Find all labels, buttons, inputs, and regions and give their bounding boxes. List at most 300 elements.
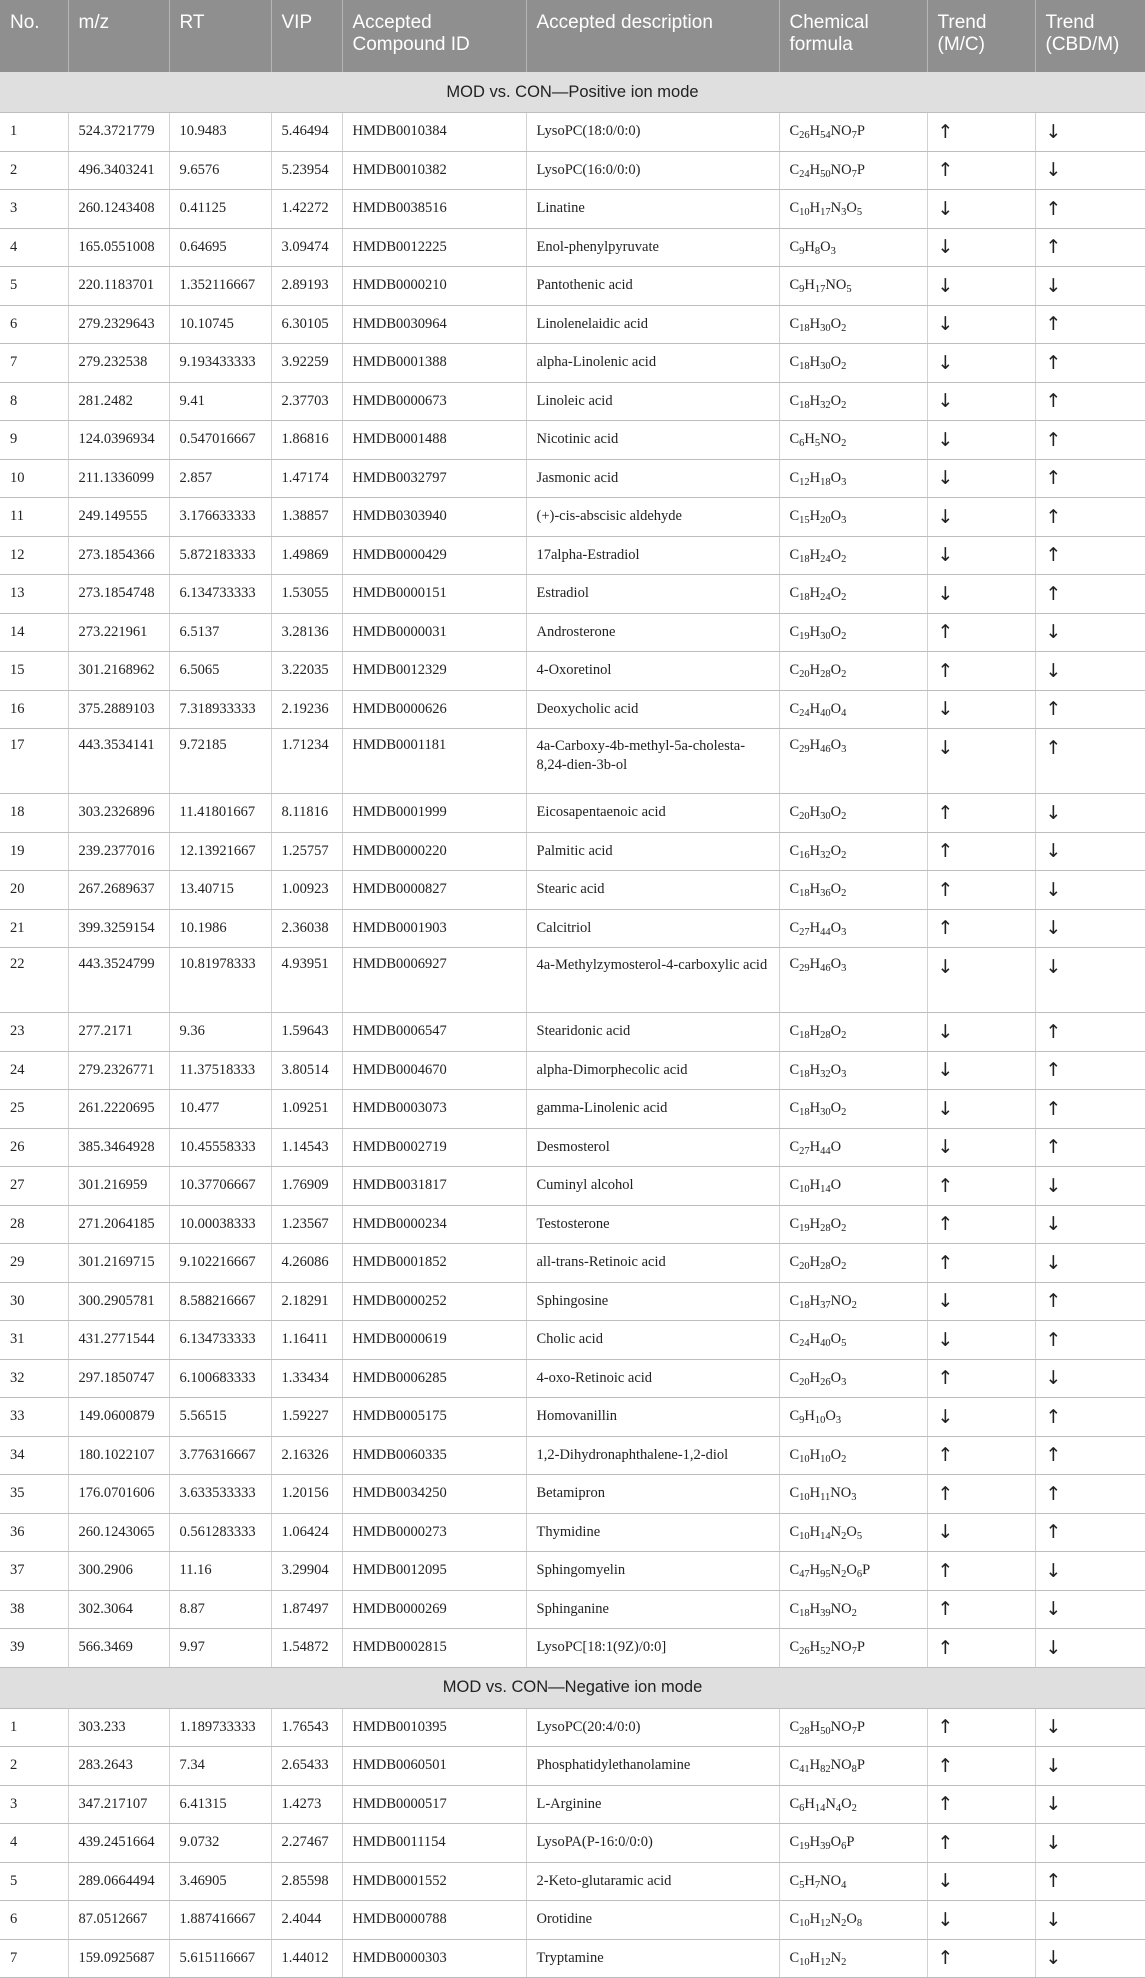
- cell-description: all-trans-Retinoic acid: [526, 1244, 779, 1283]
- cell-description: Tryptamine: [526, 1939, 779, 1978]
- table-row: [0, 1708, 1145, 1747]
- section-title: MOD vs. CON—Negative ion mode: [0, 1667, 1145, 1708]
- cell-mz: 176.0701606: [68, 1475, 169, 1514]
- cell-formula: $C_{18}H_{32}O_2$: [779, 382, 927, 421]
- cell-compound-id: HMDB0000827: [342, 871, 526, 910]
- cell-mz: 439.2451664: [68, 1824, 169, 1863]
- cell-trend-cbd: ↑: [1035, 690, 1145, 729]
- cell-rt: 9.36: [169, 1013, 271, 1052]
- cell-trend-mc: ↑: [927, 113, 1035, 152]
- cell-formula: $C_{10}H_{17}N_3O_5$: [779, 190, 927, 229]
- cell-mz: 375.2889103: [68, 690, 169, 729]
- cell-description: 4-Oxoretinol: [526, 652, 779, 691]
- cell-rt: 10.10745: [169, 305, 271, 344]
- table-row: [0, 536, 1145, 575]
- cell-formula: $C_{10}H_{14}O$: [779, 1167, 927, 1206]
- cell-no: 5: [0, 267, 68, 306]
- table-row: [0, 1785, 1145, 1824]
- cell-trend-mc: ↓: [927, 267, 1035, 306]
- header-rt: RT: [169, 0, 271, 72]
- cell-rt: 12.13921667: [169, 832, 271, 871]
- cell-vip: 2.89193: [271, 267, 342, 306]
- cell-trend-cbd: ↓: [1035, 794, 1145, 833]
- cell-formula: $C_{18}H_{30}O_2$: [779, 305, 927, 344]
- cell-description: 4a-Methylzymosterol-4-carboxylic acid: [526, 948, 779, 1013]
- cell-compound-id: HMDB0012095: [342, 1552, 526, 1591]
- cell-mz: 277.2171: [68, 1013, 169, 1052]
- cell-mz: 149.0600879: [68, 1398, 169, 1437]
- cell-trend-mc: ↑: [927, 151, 1035, 190]
- cell-trend-mc: ↑: [927, 1785, 1035, 1824]
- cell-trend-cbd: ↑: [1035, 421, 1145, 460]
- cell-no: 6: [0, 305, 68, 344]
- cell-trend-cbd: ↓: [1035, 1824, 1145, 1863]
- cell-rt: 1.189733333: [169, 1708, 271, 1747]
- cell-vip: 1.59227: [271, 1398, 342, 1437]
- cell-compound-id: HMDB0001181: [342, 729, 526, 794]
- cell-compound-id: HMDB0011154: [342, 1824, 526, 1863]
- table-row: [0, 1939, 1145, 1978]
- cell-vip: 1.06424: [271, 1513, 342, 1552]
- cell-vip: 3.92259: [271, 344, 342, 383]
- cell-vip: 3.29904: [271, 1552, 342, 1591]
- header-vip: VIP: [271, 0, 342, 72]
- cell-mz: 279.232538: [68, 344, 169, 383]
- header-trend-cbd: Trend (CBD/M): [1035, 0, 1145, 72]
- cell-formula: $C_{20}H_{28}O_2$: [779, 652, 927, 691]
- cell-compound-id: HMDB0000220: [342, 832, 526, 871]
- cell-description: Androsterone: [526, 613, 779, 652]
- cell-no: 19: [0, 832, 68, 871]
- section-title: MOD vs. CON—Positive ion mode: [0, 72, 1145, 113]
- cell-compound-id: HMDB0060501: [342, 1747, 526, 1786]
- cell-trend-cbd: ↓: [1035, 832, 1145, 871]
- cell-formula: $C_{10}H_{11}NO_3$: [779, 1475, 927, 1514]
- table-row: [0, 1398, 1145, 1437]
- cell-mz: 443.3524799: [68, 948, 169, 1013]
- table-row: [0, 1552, 1145, 1591]
- cell-description: Deoxycholic acid: [526, 690, 779, 729]
- cell-rt: 3.46905: [169, 1862, 271, 1901]
- cell-formula: $C_{27}H_{44}O_3$: [779, 909, 927, 948]
- cell-compound-id: HMDB0000269: [342, 1590, 526, 1629]
- cell-trend-cbd: ↑: [1035, 228, 1145, 267]
- cell-formula: $C_{18}H_{37}NO_2$: [779, 1282, 927, 1321]
- cell-mz: 211.1336099: [68, 459, 169, 498]
- cell-mz: 273.1854366: [68, 536, 169, 575]
- cell-compound-id: HMDB0038516: [342, 190, 526, 229]
- cell-no: 3: [0, 1785, 68, 1824]
- cell-vip: 2.18291: [271, 1282, 342, 1321]
- cell-mz: 443.3534141: [68, 729, 169, 794]
- cell-vip: 1.76543: [271, 1708, 342, 1747]
- cell-no: 36: [0, 1513, 68, 1552]
- cell-rt: 3.776316667: [169, 1436, 271, 1475]
- cell-compound-id: HMDB0002815: [342, 1629, 526, 1668]
- table-row: [0, 613, 1145, 652]
- cell-rt: 6.100683333: [169, 1359, 271, 1398]
- cell-description: LysoPC[18:1(9Z)/0:0]: [526, 1629, 779, 1668]
- cell-vip: 5.46494: [271, 113, 342, 152]
- cell-trend-mc: ↓: [927, 1901, 1035, 1940]
- cell-vip: 1.71234: [271, 729, 342, 794]
- cell-compound-id: HMDB0001388: [342, 344, 526, 383]
- cell-trend-cbd: ↓: [1035, 652, 1145, 691]
- cell-formula: $C_9H_{17}NO_5$: [779, 267, 927, 306]
- cell-compound-id: HMDB0001488: [342, 421, 526, 460]
- cell-trend-mc: ↓: [927, 1282, 1035, 1321]
- cell-vip: 2.27467: [271, 1824, 342, 1863]
- table-row: [0, 1590, 1145, 1629]
- cell-description: 1,2-Dihydronaphthalene-1,2-diol: [526, 1436, 779, 1475]
- cell-formula: $C_{19}H_{30}O_2$: [779, 613, 927, 652]
- cell-compound-id: HMDB0006927: [342, 948, 526, 1013]
- cell-trend-cbd: ↓: [1035, 1939, 1145, 1978]
- cell-trend-mc: ↓: [927, 498, 1035, 537]
- cell-description: Nicotinic acid: [526, 421, 779, 460]
- cell-compound-id: HMDB0000210: [342, 267, 526, 306]
- cell-formula: $C_{29}H_{46}O_3$: [779, 948, 927, 1013]
- cell-trend-cbd: ↓: [1035, 1708, 1145, 1747]
- cell-description: Homovanillin: [526, 1398, 779, 1437]
- cell-trend-cbd: ↑: [1035, 382, 1145, 421]
- cell-trend-mc: ↑: [927, 652, 1035, 691]
- cell-vip: 2.65433: [271, 1747, 342, 1786]
- cell-trend-mc: ↓: [927, 575, 1035, 614]
- cell-mz: 300.2906: [68, 1552, 169, 1591]
- cell-trend-mc: ↑: [927, 1205, 1035, 1244]
- cell-trend-cbd: ↓: [1035, 113, 1145, 152]
- table-row: [0, 113, 1145, 152]
- cell-rt: 9.193433333: [169, 344, 271, 383]
- cell-description: LysoPC(20:4/0:0): [526, 1708, 779, 1747]
- cell-formula: $C_{20}H_{30}O_2$: [779, 794, 927, 833]
- cell-trend-cbd: ↑: [1035, 1475, 1145, 1514]
- table-row: [0, 1013, 1145, 1052]
- cell-trend-mc: ↓: [927, 1398, 1035, 1437]
- cell-no: 5: [0, 1862, 68, 1901]
- cell-no: 22: [0, 948, 68, 1013]
- cell-compound-id: HMDB0000619: [342, 1321, 526, 1360]
- cell-no: 20: [0, 871, 68, 910]
- table-row: [0, 948, 1145, 1013]
- cell-mz: 261.2220695: [68, 1090, 169, 1129]
- table-row: [0, 1747, 1145, 1786]
- cell-formula: $C_{20}H_{28}O_2$: [779, 1244, 927, 1283]
- cell-formula: $C_{15}H_{20}O_3$: [779, 498, 927, 537]
- cell-compound-id: HMDB0000626: [342, 690, 526, 729]
- cell-trend-cbd: ↓: [1035, 1590, 1145, 1629]
- cell-compound-id: HMDB0001999: [342, 794, 526, 833]
- cell-trend-cbd: ↓: [1035, 948, 1145, 1013]
- cell-compound-id: HMDB0010395: [342, 1708, 526, 1747]
- cell-formula: $C_9H_8O_3$: [779, 228, 927, 267]
- cell-formula: $C_{18}H_{32}O_3$: [779, 1051, 927, 1090]
- header-description: Accepted description: [526, 0, 779, 72]
- cell-no: 2: [0, 1747, 68, 1786]
- cell-description: alpha-Linolenic acid: [526, 344, 779, 383]
- cell-trend-cbd: ↓: [1035, 267, 1145, 306]
- cell-no: 34: [0, 1436, 68, 1475]
- table-row: [0, 1513, 1145, 1552]
- cell-compound-id: HMDB0010384: [342, 113, 526, 152]
- cell-formula: $C_{18}H_{24}O_2$: [779, 536, 927, 575]
- cell-compound-id: HMDB0005175: [342, 1398, 526, 1437]
- cell-description: Stearic acid: [526, 871, 779, 910]
- cell-description: alpha-Dimorphecolic acid: [526, 1051, 779, 1090]
- cell-trend-cbd: ↑: [1035, 1090, 1145, 1129]
- cell-mz: 431.2771544: [68, 1321, 169, 1360]
- cell-formula: $C_{16}H_{32}O_2$: [779, 832, 927, 871]
- cell-trend-mc: ↑: [927, 1359, 1035, 1398]
- cell-formula: $C_{18}H_{30}O_2$: [779, 1090, 927, 1129]
- table-row: [0, 871, 1145, 910]
- cell-description: Cholic acid: [526, 1321, 779, 1360]
- cell-compound-id: HMDB0004670: [342, 1051, 526, 1090]
- cell-trend-mc: ↑: [927, 1590, 1035, 1629]
- cell-description: Linolenelaidic acid: [526, 305, 779, 344]
- cell-formula: $C_6H_{14}N_4O_2$: [779, 1785, 927, 1824]
- table-body: [0, 72, 1145, 1978]
- cell-mz: 566.3469: [68, 1629, 169, 1668]
- table-row: [0, 1051, 1145, 1090]
- cell-rt: 9.0732: [169, 1824, 271, 1863]
- cell-description: Enol-phenylpyruvate: [526, 228, 779, 267]
- cell-trend-cbd: ↑: [1035, 305, 1145, 344]
- cell-description: 2-Keto-glutaramic acid: [526, 1862, 779, 1901]
- cell-formula: $C_6H_5NO_2$: [779, 421, 927, 460]
- cell-trend-mc: ↑: [927, 794, 1035, 833]
- table-row: [0, 1359, 1145, 1398]
- cell-mz: 271.2064185: [68, 1205, 169, 1244]
- cell-trend-cbd: ↓: [1035, 1167, 1145, 1206]
- cell-rt: 10.9483: [169, 113, 271, 152]
- cell-no: 27: [0, 1167, 68, 1206]
- cell-trend-cbd: ↑: [1035, 344, 1145, 383]
- cell-trend-cbd: ↑: [1035, 1282, 1145, 1321]
- table-header: [0, 0, 1145, 72]
- cell-trend-cbd: ↓: [1035, 1552, 1145, 1591]
- cell-mz: 87.0512667: [68, 1901, 169, 1940]
- cell-no: 12: [0, 536, 68, 575]
- table-row: [0, 344, 1145, 383]
- cell-trend-cbd: ↑: [1035, 1321, 1145, 1360]
- cell-compound-id: HMDB0000429: [342, 536, 526, 575]
- cell-no: 13: [0, 575, 68, 614]
- cell-trend-mc: ↑: [927, 1747, 1035, 1786]
- cell-mz: 303.233: [68, 1708, 169, 1747]
- cell-description: Desmosterol: [526, 1128, 779, 1167]
- cell-trend-cbd: ↓: [1035, 1244, 1145, 1283]
- cell-trend-cbd: ↓: [1035, 1785, 1145, 1824]
- cell-rt: 3.176633333: [169, 498, 271, 537]
- cell-vip: 1.38857: [271, 498, 342, 537]
- cell-description: Linatine: [526, 190, 779, 229]
- cell-mz: 301.2169715: [68, 1244, 169, 1283]
- cell-no: 30: [0, 1282, 68, 1321]
- cell-rt: 10.477: [169, 1090, 271, 1129]
- cell-trend-cbd: ↑: [1035, 575, 1145, 614]
- cell-trend-cbd: ↓: [1035, 613, 1145, 652]
- cell-formula: $C_{18}H_{30}O_2$: [779, 344, 927, 383]
- cell-no: 2: [0, 151, 68, 190]
- table-row: [0, 652, 1145, 691]
- cell-rt: 1.352116667: [169, 267, 271, 306]
- cell-mz: 220.1183701: [68, 267, 169, 306]
- cell-no: 39: [0, 1629, 68, 1668]
- cell-compound-id: HMDB0012225: [342, 228, 526, 267]
- cell-compound-id: HMDB0000252: [342, 1282, 526, 1321]
- cell-rt: 6.134733333: [169, 575, 271, 614]
- table-row: [0, 1475, 1145, 1514]
- cell-description: 4a-Carboxy-4b-methyl-5a-cholesta-8,24-dien-3b-ol: [526, 729, 779, 794]
- cell-rt: 9.6576: [169, 151, 271, 190]
- cell-trend-mc: ↓: [927, 459, 1035, 498]
- cell-mz: 273.221961: [68, 613, 169, 652]
- cell-no: 17: [0, 729, 68, 794]
- cell-description: Jasmonic acid: [526, 459, 779, 498]
- cell-trend-mc: ↓: [927, 421, 1035, 460]
- cell-compound-id: HMDB0012329: [342, 652, 526, 691]
- cell-vip: 1.59643: [271, 1013, 342, 1052]
- cell-mz: 297.1850747: [68, 1359, 169, 1398]
- cell-no: 8: [0, 382, 68, 421]
- cell-description: Eicosapentaenoic acid: [526, 794, 779, 833]
- table-row: [0, 421, 1145, 460]
- cell-trend-mc: ↑: [927, 832, 1035, 871]
- table-row: [0, 1205, 1145, 1244]
- cell-vip: 4.26086: [271, 1244, 342, 1283]
- cell-vip: 1.23567: [271, 1205, 342, 1244]
- table-row: [0, 832, 1145, 871]
- cell-trend-mc: ↓: [927, 1321, 1035, 1360]
- cell-vip: 3.22035: [271, 652, 342, 691]
- cell-formula: $C_{27}H_{44}O$: [779, 1128, 927, 1167]
- cell-mz: 524.3721779: [68, 113, 169, 152]
- cell-vip: 1.16411: [271, 1321, 342, 1360]
- cell-compound-id: HMDB0030964: [342, 305, 526, 344]
- cell-trend-cbd: ↓: [1035, 1629, 1145, 1668]
- cell-vip: 2.16326: [271, 1436, 342, 1475]
- cell-trend-cbd: ↑: [1035, 536, 1145, 575]
- cell-trend-cbd: ↓: [1035, 1747, 1145, 1786]
- cell-rt: 9.102216667: [169, 1244, 271, 1283]
- cell-mz: 180.1022107: [68, 1436, 169, 1475]
- cell-trend-cbd: ↑: [1035, 1051, 1145, 1090]
- cell-vip: 1.87497: [271, 1590, 342, 1629]
- cell-rt: 7.34: [169, 1747, 271, 1786]
- cell-rt: 0.64695: [169, 228, 271, 267]
- cell-compound-id: HMDB0006285: [342, 1359, 526, 1398]
- cell-formula: $C_{26}H_{52}NO_7P$: [779, 1629, 927, 1668]
- header-formula: Chemical formula: [779, 0, 927, 72]
- cell-mz: 289.0664494: [68, 1862, 169, 1901]
- cell-description: 4-oxo-Retinoic acid: [526, 1359, 779, 1398]
- table-row: [0, 1321, 1145, 1360]
- cell-trend-mc: ↓: [927, 690, 1035, 729]
- cell-trend-mc: ↑: [927, 613, 1035, 652]
- cell-formula: $C_{24}H_{50}NO_7P$: [779, 151, 927, 190]
- cell-trend-mc: ↑: [927, 1475, 1035, 1514]
- cell-formula: $C_{10}H_{12}N_2O_8$: [779, 1901, 927, 1940]
- cell-mz: 279.2329643: [68, 305, 169, 344]
- cell-trend-mc: ↓: [927, 1051, 1035, 1090]
- cell-rt: 7.318933333: [169, 690, 271, 729]
- section-row: [0, 1667, 1145, 1708]
- cell-compound-id: HMDB0000517: [342, 1785, 526, 1824]
- cell-compound-id: HMDB0000673: [342, 382, 526, 421]
- cell-trend-mc: ↑: [927, 1939, 1035, 1978]
- cell-description: Palmitic acid: [526, 832, 779, 871]
- cell-mz: 165.0551008: [68, 228, 169, 267]
- table-row: [0, 729, 1145, 794]
- cell-formula: $C_{18}H_{36}O_2$: [779, 871, 927, 910]
- header-trend-mc: Trend (M/C): [927, 0, 1035, 72]
- cell-rt: 8.87: [169, 1590, 271, 1629]
- cell-trend-mc: ↓: [927, 344, 1035, 383]
- cell-compound-id: HMDB0000151: [342, 575, 526, 614]
- cell-vip: 1.54872: [271, 1629, 342, 1668]
- cell-formula: $C_{41}H_{82}NO_8P$: [779, 1747, 927, 1786]
- cell-rt: 10.81978333: [169, 948, 271, 1013]
- cell-mz: 301.2168962: [68, 652, 169, 691]
- cell-vip: 1.00923: [271, 871, 342, 910]
- cell-no: 37: [0, 1552, 68, 1591]
- cell-no: 14: [0, 613, 68, 652]
- cell-trend-mc: ↓: [927, 228, 1035, 267]
- cell-mz: 281.2482: [68, 382, 169, 421]
- cell-formula: $C_{28}H_{50}NO_7P$: [779, 1708, 927, 1747]
- cell-compound-id: HMDB0000234: [342, 1205, 526, 1244]
- cell-description: LysoPA(P-16:0/0:0): [526, 1824, 779, 1863]
- cell-mz: 303.2326896: [68, 794, 169, 833]
- cell-formula: $C_{19}H_{28}O_2$: [779, 1205, 927, 1244]
- cell-rt: 5.56515: [169, 1398, 271, 1437]
- cell-no: 38: [0, 1590, 68, 1629]
- cell-vip: 1.86816: [271, 421, 342, 460]
- cell-trend-mc: ↑: [927, 1436, 1035, 1475]
- cell-no: 6: [0, 1901, 68, 1940]
- cell-vip: 1.49869: [271, 536, 342, 575]
- cell-trend-cbd: ↓: [1035, 1205, 1145, 1244]
- cell-trend-mc: ↓: [927, 1513, 1035, 1552]
- cell-rt: 9.97: [169, 1629, 271, 1668]
- cell-trend-cbd: ↑: [1035, 1013, 1145, 1052]
- cell-trend-mc: ↑: [927, 1244, 1035, 1283]
- cell-trend-cbd: ↑: [1035, 190, 1145, 229]
- cell-rt: 6.5137: [169, 613, 271, 652]
- cell-description: L-Arginine: [526, 1785, 779, 1824]
- cell-no: 33: [0, 1398, 68, 1437]
- cell-mz: 300.2905781: [68, 1282, 169, 1321]
- cell-vip: 2.37703: [271, 382, 342, 421]
- table-row: [0, 794, 1145, 833]
- cell-rt: 11.16: [169, 1552, 271, 1591]
- cell-mz: 385.3464928: [68, 1128, 169, 1167]
- cell-trend-mc: ↑: [927, 909, 1035, 948]
- table-row: [0, 1128, 1145, 1167]
- cell-no: 18: [0, 794, 68, 833]
- cell-trend-cbd: ↓: [1035, 1359, 1145, 1398]
- cell-trend-cbd: ↑: [1035, 1398, 1145, 1437]
- cell-no: 4: [0, 228, 68, 267]
- cell-rt: 1.887416667: [169, 1901, 271, 1940]
- cell-description: Betamipron: [526, 1475, 779, 1514]
- cell-trend-mc: ↑: [927, 1552, 1035, 1591]
- header-mz: m/z: [68, 0, 169, 72]
- cell-mz: 260.1243408: [68, 190, 169, 229]
- cell-vip: 1.53055: [271, 575, 342, 614]
